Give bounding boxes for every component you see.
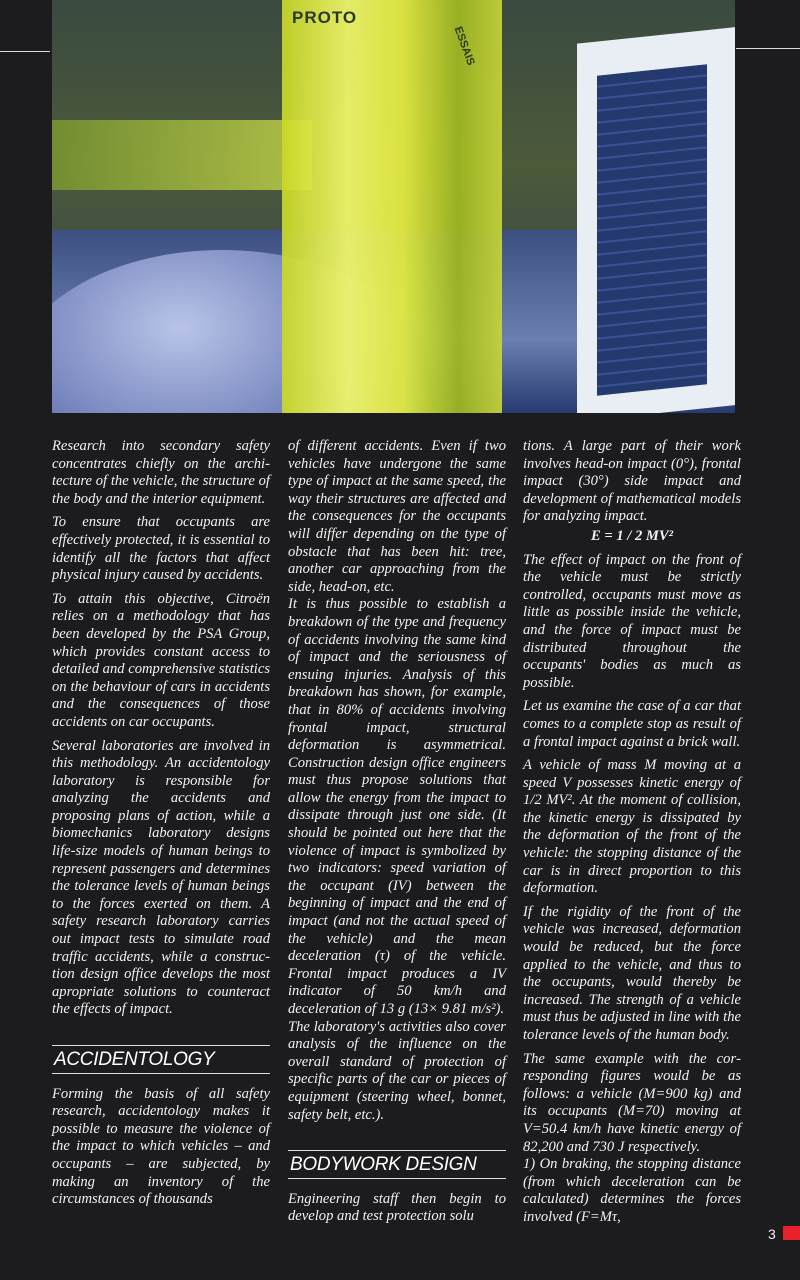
- page-number: 3: [768, 1226, 776, 1242]
- paragraph: The effect of impact on the front of the vehicle must be strictly controlled, occupants must move as little as possible inside the vehicle, and the force of impact must be distributed throughout the occupants' bodies as much as possible.: [523, 551, 741, 691]
- paragraph: of different accidents. Even if two vehicles have undergone the same type of impact at the same speed, the way their structures are affected and the consequences for the occupants will differ depending on the type of obstacle that has been hit: tree, another car approaching from the side, head-on, etc.: [288, 438, 506, 595]
- column-3: [523, 438, 741, 1233]
- paragraph: Research into secondary safety concentrates chiefly on the architecture of the vehicle, the structure of the body and the interior equipment.: [52, 438, 270, 507]
- decorative-rule: [736, 48, 800, 49]
- crash-test-lab-photo: [52, 0, 735, 413]
- paragraph: Forming the basis of all safety research, accidentology makes it possible to measure the violence of the impact to which vehicles – and occupants – are subjected, by making an inventory of the circumstances of thousands: [52, 1085, 270, 1208]
- paragraph: To ensure that occupants are effectively protected, it is essential to identify all the factors that affect physical injury caused by accidents.: [52, 514, 270, 584]
- paragraph: tions. A large part of their work involves head-on impact (0°), frontal impact (30°) side impact and development of mathematical models for analyzing impact.: [523, 438, 741, 525]
- paragraph: The same example with the corresponding figures would be as follows: a vehicle (M=900 kg) and its occupants (M=70) moving at V=50.4 km/h have kinetic energy of 82,200 and 730 J respectively.: [523, 1050, 741, 1155]
- paragraph: Engineering staff then begin to develop and test protection solu: [288, 1190, 506, 1225]
- paragraph: If the rigidity of the front of the vehicle was increased, deformation would be reduced, but the force applied to the vehicle, and thus to the occupants, would thereby be increased. The strength of a vehicle must thus be adjusted in line with the tolerance levels of the human body.: [523, 903, 741, 1043]
- kinetic-energy-formula: E = 1 / 2 MV²: [590, 527, 674, 544]
- paragraph: Several laboratories are involved in this methodology. An accidentology laboratory is responsible for analyzing the accidents and proposing plans of action, while a biomechanics laboratory designs life-size models of human beings to represent passengers and determines the tolerance levels of human beings to the forces exerted on them. A safety research laboratory carries out impact tests to simulate road traffic accidents, while a construction design office develops the most apropriate solutions to counteract the effects of impact.: [52, 737, 270, 1018]
- column-1: [52, 438, 270, 1215]
- section-heading-bodywork-design: BODYWORK DESIGN: [288, 1150, 506, 1179]
- column-2: [288, 438, 506, 1232]
- paragraph: Let us examine the case of a car that comes to a complete stop as result of a frontal impact against a brick wall.: [523, 698, 741, 750]
- paragraph: To attain this objective, Citroën relies on a methodology that has been developed by the PSA Group, which provides constant access to detailed and comprehensive statistics on the behaviour of cars in accidents and the consequences of those accidents on car occupants.: [52, 590, 270, 730]
- decorative-rule: [0, 51, 50, 52]
- paragraph: 1) On braking, the stopping distance (from which deceleration can be calculated) determines the forces involved (F=Mτ,: [523, 1156, 741, 1225]
- section-heading-accidentology: ACCIDENTOLOGY: [52, 1045, 270, 1074]
- page-accent-mark: [783, 1226, 800, 1240]
- photo-blinds: [597, 64, 707, 396]
- photo-sign-2: ESSAIS: [451, 24, 477, 68]
- photo-sign: PROTO: [292, 8, 358, 27]
- paragraph: It is thus possible to establish a breakdown of the type and frequency of accidents involving the same kind of impact and the seriousness of ensuing injuries. Analysis of this breakdown has shown, for example, that in 80% of accidents involving frontal impact, structural deformation is asymmetrical. Construction design office engineers must thus propose solutions that allow the energy from the impact to dissipate through just one side. (It should be pointed out here that the violence of impact is symbolized by two indicators: speed variation of the occupant (IV) between the beginning of impact and the end of impact (and not the actual speed of the vehicle) and the mean deceleration (τ) of the vehicle. Frontal impact produces a IV indicator of 50 km/h and deceleration of 13 g (13× 9.81 m/s²).: [288, 596, 506, 1017]
- paragraph: The laboratory's activities also cover analysis of the influence on the overall standard of protection of specific parts of the car or pieces of equipment (steering wheel, bonnet, safety belt, etc.).: [288, 1018, 506, 1123]
- photo-background-structure: [52, 120, 312, 190]
- paragraph: A vehicle of mass M moving at a speed V possesses kinetic energy of 1/2 MV². At the moment of collision, the kinetic energy is dissipated by the deformation of the front of the vehicle: the stopping distance of the car is in direct proportion to this deformation.: [523, 757, 741, 897]
